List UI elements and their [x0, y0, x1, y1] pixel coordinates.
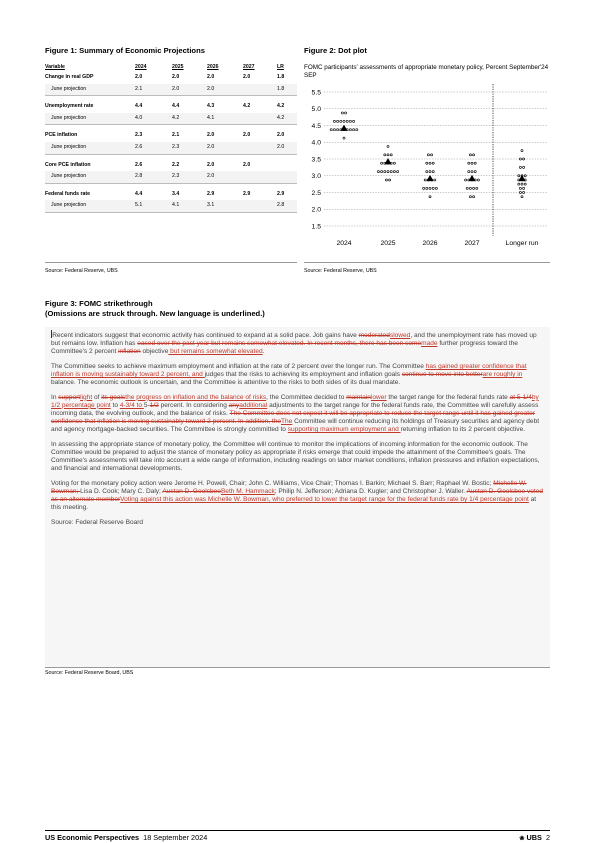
row-value: 2.6 — [135, 161, 143, 168]
statement-text-run: Recent indicators suggest that economic activity has continued to expand at a solid pace. Job gains have — [52, 332, 359, 339]
dot-point — [465, 179, 467, 181]
x-tick-label: 2027 — [464, 240, 480, 247]
dot-point — [519, 166, 521, 168]
dot-point — [431, 154, 433, 156]
dot-point — [519, 187, 521, 189]
dot-point — [346, 120, 348, 122]
statement-text-run: , and the unemployment rate has moved up but remains low. Inflation has — [51, 332, 537, 348]
row-value: 4.0 — [135, 114, 143, 121]
dot-point — [385, 179, 387, 181]
statement-text-run: the target range for the federal funds rate — [386, 393, 510, 401]
row-label: June projection — [51, 85, 87, 92]
figure3-title: Figure 3: FOMC strikethrough — [45, 299, 153, 308]
figure3-source: Source: Federal Reserve Board, UBS — [45, 670, 134, 676]
table-row — [45, 72, 297, 84]
dot-point — [429, 171, 431, 173]
figure2-subtitle: FOMC participants' assessments of appropriate monetary policy, Percent September'24 SEP — [304, 64, 549, 79]
y-tick-label: 3.0 — [311, 173, 321, 181]
table-row — [45, 189, 297, 201]
dot-point — [432, 162, 434, 164]
statement-text-run: 5- — [143, 401, 150, 409]
deleted-text: 1/2 — [149, 401, 159, 409]
dot-point — [333, 129, 335, 131]
figure1-title: Figure 1: Summary of Economic Projections — [45, 46, 205, 55]
dot-point — [523, 166, 525, 168]
dot-point — [356, 129, 358, 131]
statement-text-run: In — [51, 393, 59, 401]
dot-point — [393, 171, 395, 173]
row-value: 4.2 — [243, 103, 251, 110]
statement-text-run: to — [110, 401, 120, 409]
table-row — [45, 160, 297, 172]
inserted-text: made — [421, 340, 438, 348]
table-body — [45, 72, 297, 213]
dot-point — [390, 154, 392, 156]
inserted-text: are roughly in — [482, 370, 523, 378]
statement-text-run: adjustments to the target range for the federal funds rate, the Committee will carefully assess incoming data, the evolving outlook, and the balance of risks. — [51, 401, 539, 417]
statement-text-run: judges that the risks to achieving its employment and inflation goals — [204, 370, 402, 378]
row-value: 2.6 — [135, 143, 143, 150]
dot-point — [333, 120, 335, 122]
header-2025: 2025 — [172, 64, 184, 70]
dot-point — [471, 171, 473, 173]
dot-point — [341, 112, 343, 114]
dot-point — [477, 179, 479, 181]
inserted-text: The — [281, 418, 293, 426]
row-label: Unemployment rate — [45, 103, 94, 110]
dot-point — [393, 162, 395, 164]
row-value: 2.8 — [135, 173, 143, 180]
dot-point — [424, 179, 426, 181]
row-value: 3.1 — [207, 202, 215, 209]
dot-point — [523, 187, 525, 189]
row-label: June projection — [51, 173, 87, 180]
dot-point — [473, 154, 475, 156]
row-value: 2.1 — [172, 132, 180, 139]
row-value: 2.0 — [243, 161, 251, 168]
deleted-text: its goals — [101, 393, 126, 401]
deleted-text: eased over the past year but remains somewhat elevated. In recent months, there has been some — [137, 340, 422, 348]
statement-paragraph — [51, 330, 543, 356]
row-value: 3.4 — [172, 190, 180, 197]
dot-point — [349, 120, 351, 122]
dot-point — [340, 120, 342, 122]
x-tick-label: 2026 — [422, 240, 438, 247]
row-value: 2.0 — [207, 173, 215, 180]
row-value: 4.3 — [207, 103, 215, 110]
dot-point — [337, 129, 339, 131]
deleted-text: Austan D. Goolsbee voted as an alternate member — [51, 487, 543, 503]
footer-rule — [45, 830, 550, 831]
dot-point — [345, 112, 347, 114]
inserted-text: but remains somewhat elevated — [168, 348, 263, 356]
dot-point — [381, 162, 383, 164]
header-2024: 2024 — [135, 64, 147, 70]
dot-point — [474, 162, 476, 164]
statement-text-run: Source: Federal Reserve Board — [51, 518, 144, 526]
table-row — [45, 84, 297, 97]
row-value: 4.4 — [135, 190, 143, 197]
statement-text-run: of — [92, 393, 102, 401]
header-variable: Variable — [45, 64, 65, 70]
dot-point — [432, 171, 434, 173]
x-tick-label: Longer run — [505, 240, 539, 247]
dot-point — [469, 196, 471, 198]
row-value: 4.1 — [207, 114, 215, 121]
dot-point — [521, 196, 523, 198]
x-tick-label: 2024 — [336, 240, 352, 247]
row-value: 2.0 — [243, 74, 251, 80]
dot-point — [524, 183, 526, 185]
deleted-text: maintain — [346, 393, 371, 401]
row-value: 2.0 — [243, 132, 251, 139]
row-label: June projection — [51, 143, 87, 150]
inserted-text: 4-3/4 to — [119, 401, 144, 409]
row-value: 4.2 — [277, 114, 285, 121]
y-tick-label: 5.0 — [311, 106, 321, 114]
dot-point — [471, 162, 473, 164]
dot-point — [387, 171, 389, 173]
table-row — [45, 101, 297, 113]
row-value: 2.0 — [207, 161, 215, 168]
dot-point — [337, 120, 339, 122]
row-value: 2.0 — [172, 85, 180, 92]
inserted-text: additional — [239, 401, 268, 409]
dot-point — [473, 187, 475, 189]
dot-point — [349, 129, 351, 131]
row-label: June projection — [51, 114, 87, 121]
table-row — [45, 171, 297, 184]
footer-date: 18 September 2024 — [143, 833, 208, 842]
dot-point — [468, 162, 470, 164]
page-footer — [45, 834, 550, 842]
statement-text-run: . — [262, 348, 265, 356]
dot-plot-y-ticks — [312, 89, 322, 230]
dot-point — [381, 171, 383, 173]
dot-point — [390, 171, 392, 173]
deleted-text: Austan D. Goolsbee — [162, 487, 221, 495]
dot-point — [473, 196, 475, 198]
row-value: 2.0 — [277, 143, 285, 150]
y-tick-label: 5.5 — [311, 89, 321, 97]
dot-point — [377, 171, 379, 173]
dot-plot-dots — [330, 112, 526, 198]
dot-plot-chart — [304, 84, 550, 254]
y-tick-label: 3.5 — [311, 156, 321, 164]
row-value: 4.1 — [172, 202, 180, 209]
row-label: PCE inflation — [45, 132, 78, 139]
y-tick-label: 4.5 — [311, 122, 321, 130]
statement-text-run: , the Committee decided to — [266, 393, 347, 401]
row-label: Core PCE inflation — [45, 161, 91, 168]
deleted-text: continue to move into better — [401, 370, 483, 378]
statement-paragraph — [51, 480, 543, 512]
deleted-text: Michelle W. Bowman; — [51, 479, 527, 495]
dot-plot-x-ticks — [336, 240, 538, 247]
statement-text-run: objective — [140, 348, 169, 356]
statement-text-run: at this meeting. — [51, 495, 537, 512]
top-divider-right — [304, 262, 550, 263]
dot-point — [353, 129, 355, 131]
footer-publication: US Economic Perspectives — [45, 833, 140, 842]
row-value: 2.0 — [207, 85, 215, 92]
top-divider — [45, 262, 297, 263]
dot-point — [474, 171, 476, 173]
dot-point — [384, 171, 386, 173]
y-tick-label: 4.0 — [311, 139, 321, 147]
dot-point — [330, 129, 332, 131]
dot-point — [468, 171, 470, 173]
row-value: 4.4 — [172, 103, 180, 110]
dot-point — [343, 137, 345, 139]
row-value: 2.2 — [172, 161, 180, 168]
inserted-text: light — [80, 393, 93, 401]
inserted-text: has gained greater confidence that inflation is moving sustainably toward 2 percent, and — [51, 362, 527, 378]
statement-paragraph — [51, 519, 543, 527]
y-tick-label: 2.5 — [311, 189, 321, 197]
dot-point — [389, 179, 391, 181]
dot-point — [466, 187, 468, 189]
row-value: 2.3 — [172, 143, 180, 150]
dot-point — [427, 154, 429, 156]
dot-point — [476, 187, 478, 189]
inserted-text: Beth M. Hammack — [220, 487, 275, 495]
inserted-text: slowed — [389, 332, 411, 339]
bottom-divider — [45, 667, 550, 668]
row-value: 2.9 — [207, 190, 215, 197]
row-value: 2.3 — [135, 132, 143, 139]
deleted-text: inflation — [118, 348, 141, 356]
row-value: 2.0 — [172, 74, 180, 80]
row-value: 2.0 — [207, 143, 215, 150]
table-row — [45, 200, 297, 213]
row-value: 2.0 — [135, 74, 143, 80]
projections-table — [45, 62, 297, 213]
statement-text — [51, 330, 543, 533]
deleted-text: support — [58, 393, 81, 401]
dot-point — [426, 162, 428, 164]
strikethrough-statement-box — [45, 327, 550, 668]
row-value: 5.1 — [135, 202, 143, 209]
footer-left — [45, 833, 207, 842]
deleted-text: at 5-1/4 — [509, 393, 532, 401]
x-tick-label: 2025 — [380, 240, 396, 247]
row-value: 2.8 — [277, 202, 285, 209]
header-lr: LR — [277, 64, 284, 70]
deleted-text: any — [228, 401, 240, 409]
row-value: 4.4 — [135, 103, 143, 110]
dot-point — [397, 171, 399, 173]
dot-point — [521, 150, 523, 152]
dot-point — [426, 171, 428, 173]
dot-point — [353, 120, 355, 122]
statement-text-run: In assessing the appropriate stance of monetary policy, the Committee will continue to monitor the implications of incoming information for the economic outlook. The Committee would be prepared to adjust the stance of monetary policy as appropriate if risks emerge that could impede the attainment of the Committee's goals. The Committee's assessments will take into account a wide range of information, including readings on labor market conditions, inflation pressures and inflation expectations, and financial and international developments. — [51, 440, 540, 473]
statement-text-run: returning inflation to its 2 percent objective. — [400, 426, 526, 434]
inserted-text: Voting against this action was Michelle W. Bowman, who preferred to lower the target range for the federal funds rate by 1/4 percentage point — [120, 495, 529, 503]
row-value: 1.8 — [277, 85, 285, 92]
statement-text-run: percent. In considering — [158, 401, 229, 409]
row-label: Federal funds rate — [45, 190, 90, 197]
figure2-title: Figure 2: Dot plot — [304, 46, 367, 55]
dot-point — [426, 187, 428, 189]
statement-text-run: Voting for the monetary policy action were Jerome H. Powell, Chair; John C. Williams, Vice Chair; Thomas I. Barkin; Michael S. Barr; Raphael W. Bostic; — [51, 479, 494, 487]
footer-page-number: 2 — [545, 833, 550, 842]
dot-point — [518, 183, 520, 185]
median-triangle — [384, 158, 391, 164]
figure2-source: Source: Federal Reserve, UBS — [304, 268, 377, 274]
row-value: 2.0 — [207, 74, 215, 80]
ubs-logo-icon: ❀ — [519, 836, 525, 842]
table-row — [45, 130, 297, 142]
header-2026: 2026 — [207, 64, 219, 70]
inserted-text: supporting maximum employment and — [287, 426, 401, 434]
dot-point — [384, 154, 386, 156]
statement-text-run: further progress toward the Committee's 2 percent — [51, 340, 518, 356]
dot-point — [343, 120, 345, 122]
dot-point — [423, 187, 425, 189]
footer-logo-text: UBS — [526, 833, 542, 842]
dot-point — [387, 145, 389, 147]
row-value: 1.8 — [277, 74, 285, 80]
y-tick-label: 2.0 — [311, 206, 321, 214]
row-value: 4.2 — [277, 103, 285, 110]
row-value: 2.9 — [277, 190, 285, 197]
dot-point — [429, 196, 431, 198]
row-value: 2.0 — [207, 132, 215, 139]
dot-point — [435, 187, 437, 189]
dot-point — [521, 183, 523, 185]
row-value: 2.9 — [243, 190, 251, 197]
statement-text-run: The Committee seeks to achieve maximum employment and inflation at the rate of 2 percent over the longer run. The Committee — [51, 362, 426, 370]
row-label: Change in real GDP — [45, 74, 94, 80]
statement-text-run: ; Philip N. Jefferson; Adriana D. Kugler; and Christopher J. Waller. — [274, 487, 467, 495]
inserted-text: by 1/2 percentage point — [51, 393, 539, 409]
median-triangle — [468, 175, 475, 181]
dot-point — [432, 187, 434, 189]
dot-point — [429, 162, 431, 164]
dot-point — [387, 154, 389, 156]
row-value: 4.2 — [172, 114, 180, 121]
dot-plot-grid — [324, 84, 548, 236]
row-value: 2.0 — [277, 132, 285, 139]
deleted-text: The Committee does not expect it will be appropriate to reduce the target range until it has gained greater confidence that inflation is moving sustainably toward 2 percent. In addition, the — [51, 409, 535, 426]
dot-point — [429, 187, 431, 189]
dot-point — [434, 179, 436, 181]
row-label: June projection — [51, 202, 87, 209]
table-header — [45, 62, 297, 72]
table-row — [45, 142, 297, 155]
table-row — [45, 113, 297, 126]
header-2027: 2027 — [243, 64, 255, 70]
statement-paragraph — [51, 394, 543, 434]
statement-text-run: Lisa D. Cook; Mary C. Daly; — [80, 487, 163, 495]
figure1-source: Source: Federal Reserve, UBS — [45, 268, 118, 274]
y-tick-label: 1.5 — [311, 223, 321, 231]
row-value: 2.3 — [172, 173, 180, 180]
figure3-subtitle: (Omissions are struck through. New language is underlined.) — [45, 309, 265, 318]
deleted-text: moderated — [358, 332, 390, 339]
inserted-text: the progress on inflation and the balance of risks — [125, 393, 267, 401]
statement-text-run: Committee will continue reducing its holdings of Treasury securities and agency debt and agency mortgage-backed securities. The Committee is strongly committed to — [51, 418, 540, 434]
statement-paragraph — [51, 363, 543, 387]
row-value: 2.1 — [135, 85, 143, 92]
dot-point — [469, 187, 471, 189]
dot-point — [469, 154, 471, 156]
inserted-text: lower — [370, 393, 387, 401]
statement-text-run: balance. The economic outlook is uncertain, and the Committee is attentive to the risks to both sides of its dual mandate. — [51, 379, 401, 387]
statement-paragraph — [51, 441, 543, 473]
